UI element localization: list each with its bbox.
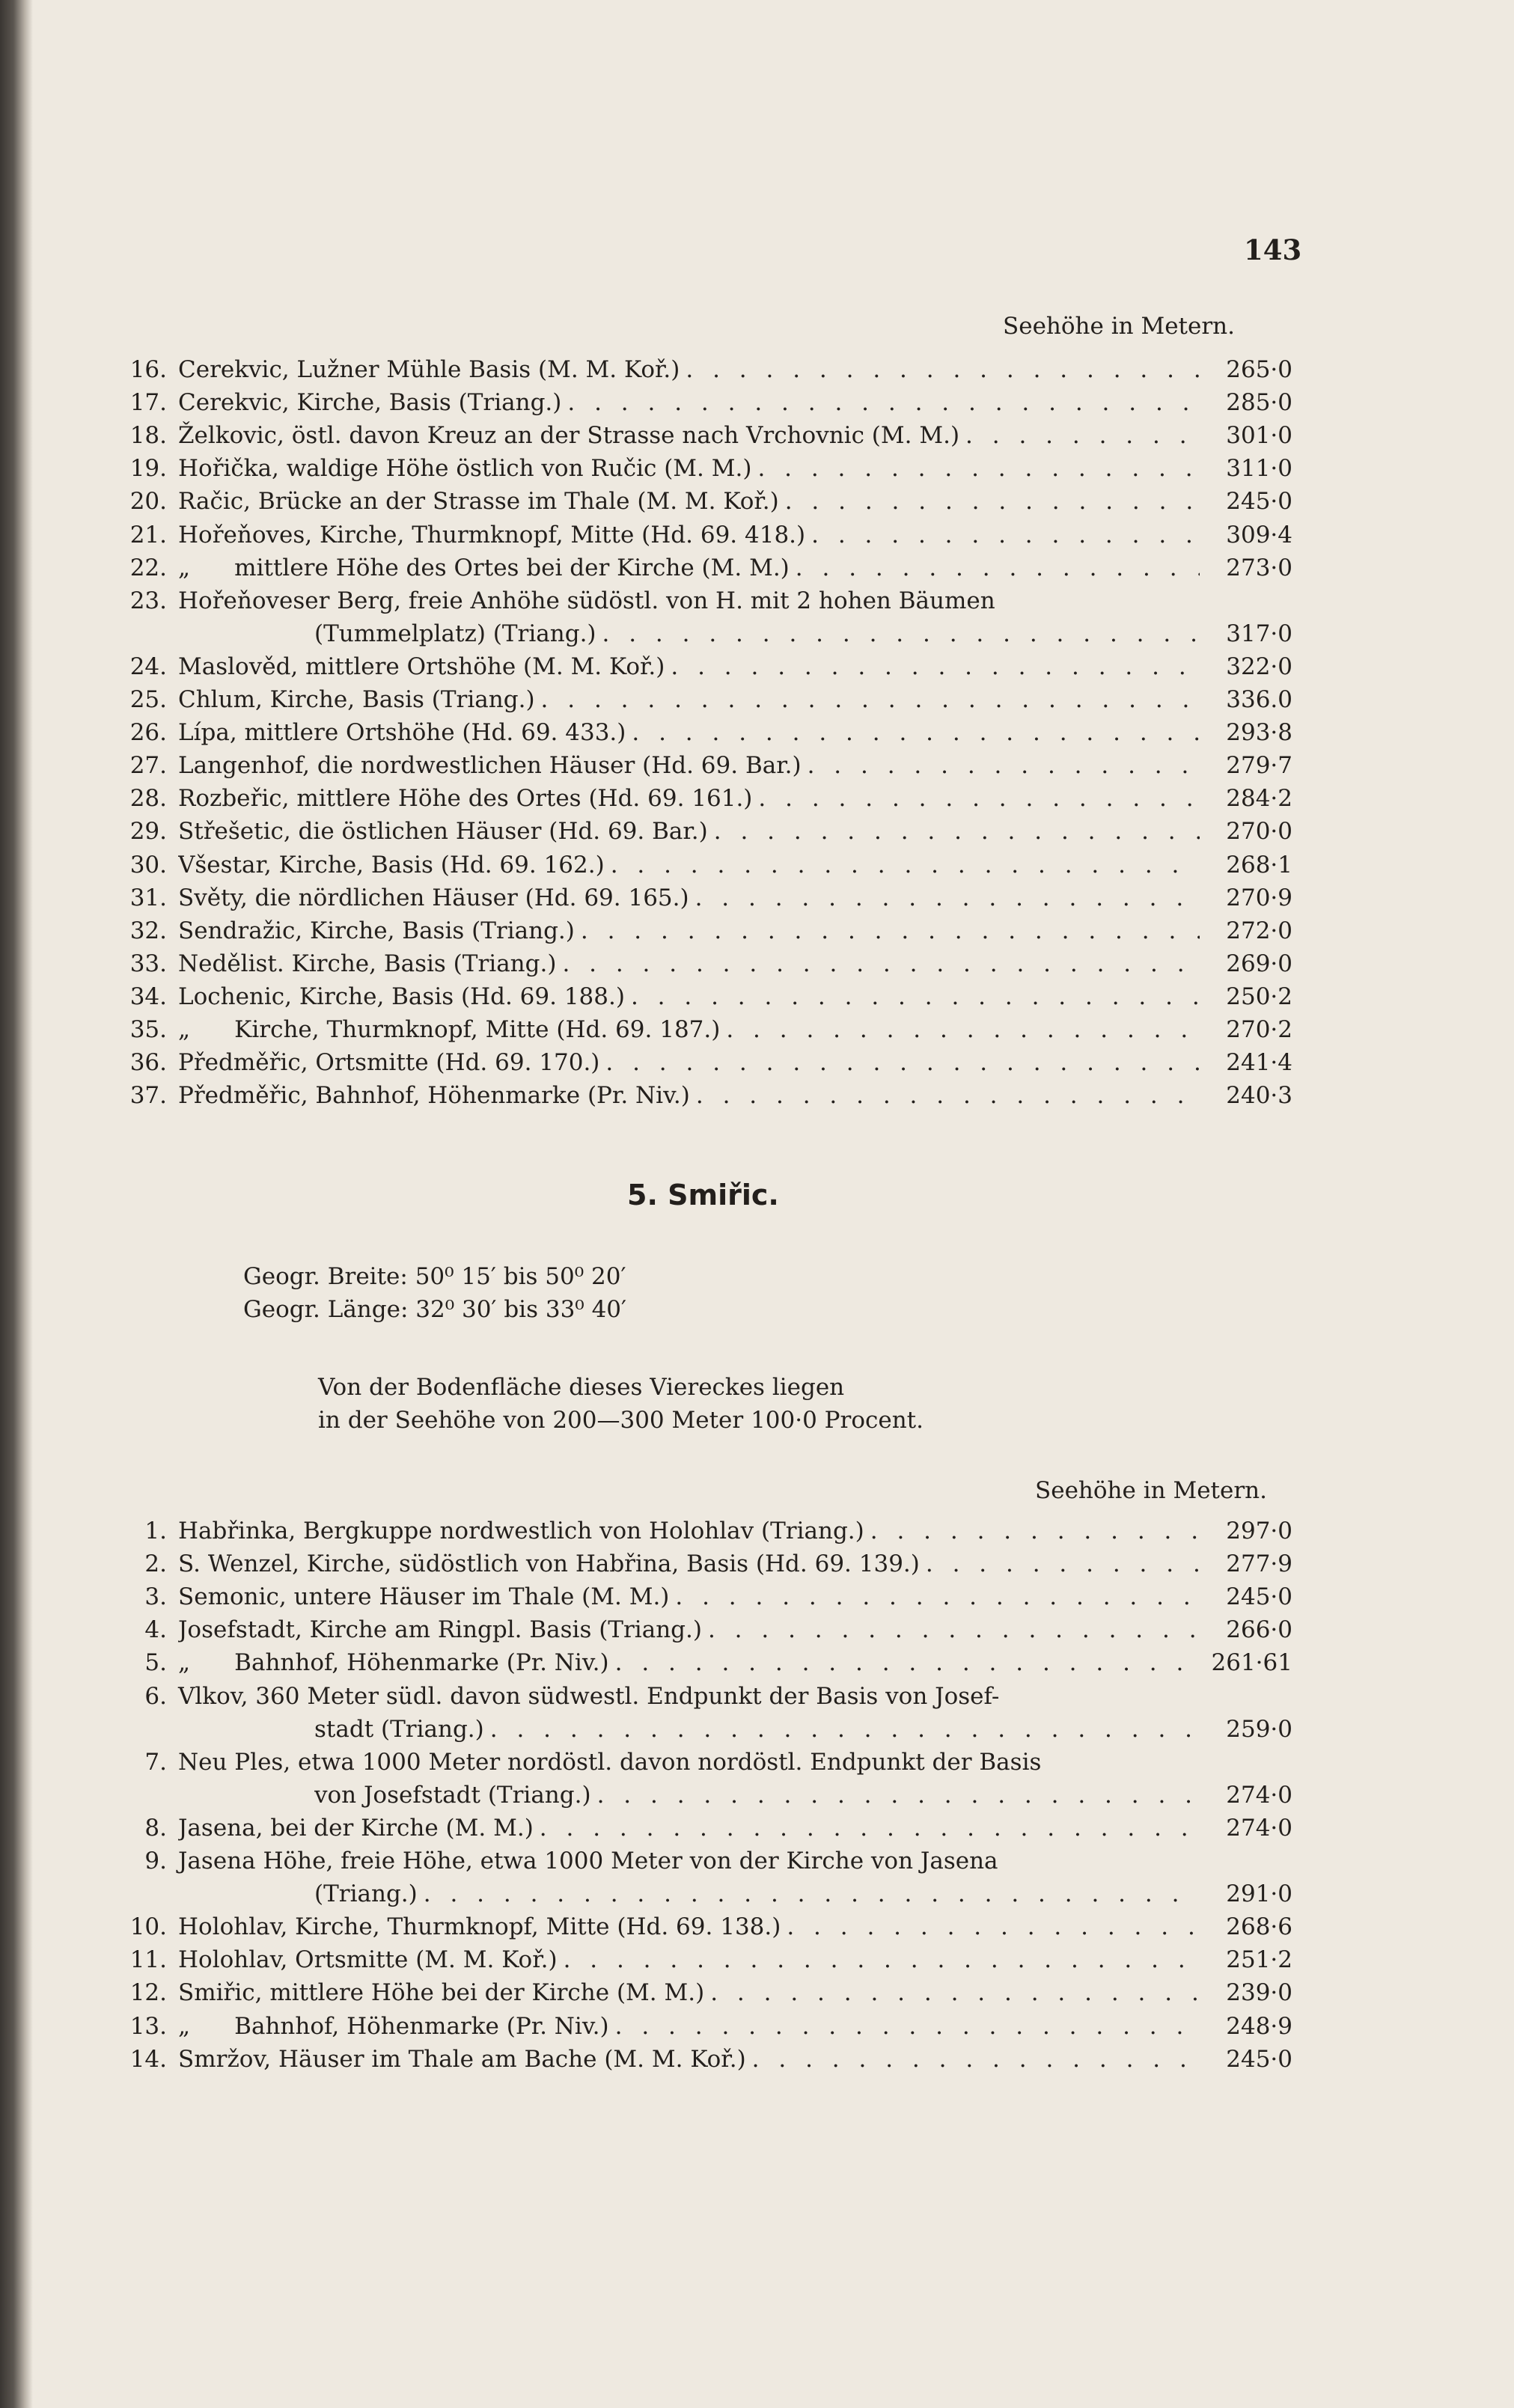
entry-line	[314, 1713, 1292, 1746]
dot-leaders	[418, 1877, 1200, 1910]
table-row	[0, 815, 1514, 848]
entry-number: 3.	[144, 1583, 167, 1611]
elevation-value: 245·0	[1226, 488, 1292, 516]
dot-leaders	[626, 716, 1200, 749]
elevation-value: 248·9	[1226, 2012, 1292, 2040]
elevation-value: 285·0	[1226, 389, 1292, 417]
table-row	[0, 519, 1514, 551]
table-row	[0, 1812, 1514, 1845]
entry-description: Semonic, untere Häuser im Thale (M. M.)	[178, 1583, 670, 1611]
entry-line	[178, 2043, 1292, 2076]
table-row	[0, 1515, 1514, 1547]
entry-number: 34.	[129, 983, 167, 1010]
elevation-value: 265·0	[1226, 356, 1292, 383]
entry-line	[178, 452, 1292, 485]
elevation-value: 270·0	[1226, 818, 1292, 846]
table-row	[0, 683, 1514, 716]
entry-number: 19.	[129, 455, 167, 483]
dot-leaders	[535, 683, 1200, 716]
table-row	[0, 1613, 1514, 1646]
elevation-value: 273·0	[1226, 554, 1292, 581]
entry-number: 17.	[129, 389, 167, 417]
table-row	[0, 386, 1514, 419]
table-row	[0, 1976, 1514, 2009]
entry-description: „ Bahnhof, Höhenmarke (Pr. Niv.)	[178, 2012, 609, 2040]
entry-number: 9.	[144, 1848, 167, 1874]
table-row	[0, 2043, 1514, 2076]
entry-number: 11.	[129, 1946, 167, 1974]
entry-number: 21.	[129, 521, 167, 548]
dot-leaders	[561, 386, 1200, 419]
dot-leaders	[665, 650, 1200, 683]
table-row	[0, 1746, 1514, 1809]
entry-number: 33.	[129, 950, 167, 977]
dot-leaders	[596, 617, 1200, 650]
table-row	[0, 1547, 1514, 1580]
dot-leaders	[534, 1812, 1200, 1845]
entry-line	[178, 353, 1292, 386]
dot-leaders	[591, 1779, 1200, 1812]
entry-number: 8.	[144, 1814, 167, 1842]
entry-description: Smržov, Häuser im Thale am Bache (M. M. Koř.)	[178, 2045, 746, 2073]
elevation-value: 241·4	[1226, 1049, 1292, 1077]
elevation-value: 272·0	[1226, 917, 1292, 944]
entry-number: 35.	[129, 1016, 167, 1043]
entry-number: 18.	[129, 422, 167, 450]
table-row	[0, 650, 1514, 683]
elevation-value: 317·0	[1226, 620, 1292, 647]
table-row	[0, 782, 1514, 815]
entry-line	[314, 617, 1292, 650]
entry-line	[178, 1547, 1292, 1580]
entry-description: Lochenic, Kirche, Basis (Hd. 69. 188.)	[178, 983, 625, 1010]
entry-number: 26.	[129, 719, 167, 747]
entry-line	[178, 419, 1292, 452]
table-row	[0, 914, 1514, 947]
entry-line	[178, 1976, 1292, 2009]
entry-description: Chlum, Kirche, Basis (Triang.)	[178, 686, 535, 713]
entry-line	[178, 914, 1292, 947]
entry-description: Všestar, Kirche, Basis (Hd. 69. 162.)	[178, 851, 605, 878]
entry-description: Předměřic, Bahnhof, Höhenmarke (Pr. Niv.)	[178, 1082, 690, 1110]
entry-number: 1.	[144, 1518, 167, 1544]
table-row	[0, 947, 1514, 980]
geo-longitude: Geogr. Länge: 32⁰ 30′ bis 33⁰ 40′	[243, 1296, 627, 1323]
table-row	[0, 849, 1514, 881]
elevation-value: 270·9	[1226, 884, 1292, 911]
entry-number: 22.	[129, 554, 167, 581]
elevation-value: 245·0	[1226, 2045, 1292, 2073]
elevation-value: 250·2	[1226, 983, 1292, 1010]
entry-description: Holohlav, Kirche, Thurmknopf, Mitte (Hd. 69. 138.)	[178, 1913, 781, 1941]
dot-leaders	[802, 749, 1200, 782]
entry-number: 25.	[129, 686, 167, 713]
entry-number: 12.	[129, 1979, 167, 2007]
entry-line	[178, 2010, 1292, 2043]
entry-description: Střešetic, die östlichen Häuser (Hd. 69. Bar.)	[178, 818, 708, 846]
entry-description: Holohlav, Ortsmitte (M. M. Koř.)	[178, 1946, 558, 1974]
entry-number: 30.	[129, 851, 167, 878]
elevation-value: 270·2	[1226, 1016, 1292, 1043]
table-row	[0, 1079, 1514, 1112]
table-row	[0, 980, 1514, 1013]
entry-description: Lípa, mittlere Ortshöhe (Hd. 69. 433.)	[178, 719, 626, 747]
elevation-value: 277·9	[1226, 1550, 1292, 1578]
entry-number: 10.	[129, 1913, 167, 1941]
entry-description: Smiřic, mittlere Höhe bei der Kirche (M. M.)	[178, 1979, 705, 2007]
entry-description: Račic, Brücke an der Strasse im Thale (M. M. Koř.)	[178, 488, 779, 516]
dot-leaders	[704, 1976, 1200, 2009]
entry-line	[178, 1646, 1292, 1679]
dot-leaders	[790, 551, 1200, 584]
elevation-value: 336.0	[1226, 686, 1292, 713]
entry-description-line: Vlkov, 360 Meter südl. davon südwestl. Endpunkt der Basis von Josef-	[178, 1682, 1000, 1710]
entry-description: Jasena, bei der Kirche (M. M.)	[178, 1814, 534, 1842]
entry-line	[178, 683, 1292, 716]
entry-line	[178, 1910, 1292, 1943]
entry-line	[178, 849, 1292, 881]
elevation-value: 269·0	[1226, 950, 1292, 977]
table-row	[0, 1910, 1514, 1943]
dot-leaders	[484, 1713, 1200, 1746]
table-row	[0, 881, 1514, 914]
entry-line	[178, 519, 1292, 551]
elevation-value: 274·0	[1226, 1781, 1292, 1809]
entry-description: „ Bahnhof, Höhenmarke (Pr. Niv.)	[178, 1649, 609, 1677]
table-row	[0, 2010, 1514, 2043]
dot-leaders	[781, 1910, 1200, 1943]
elevation-value: 284·2	[1226, 785, 1292, 813]
area-note-line-1: Von der Bodenfläche dieses Viereckes liegen	[318, 1374, 845, 1401]
dot-leaders	[689, 881, 1200, 914]
table-row	[0, 1646, 1514, 1679]
entry-line	[178, 1943, 1292, 1976]
column-header-elevation: Seehöhe in Metern.	[1003, 313, 1235, 340]
table-row	[0, 1580, 1514, 1613]
entry-description: Maslověd, mittlere Ortshöhe (M. M. Koř.)	[178, 653, 665, 680]
entry-description: Hořeňoves, Kirche, Thurmknopf, Mitte (Hd. 69. 418.)	[178, 521, 806, 548]
entry-description: Cerekvic, Kirche, Basis (Triang.)	[178, 389, 562, 417]
elevation-value: 268·1	[1226, 851, 1292, 878]
elevation-value: 261·61	[1211, 1649, 1292, 1677]
elevation-value: 251·2	[1226, 1946, 1292, 1974]
elevation-value: 266·0	[1226, 1616, 1292, 1644]
dot-leaders	[751, 452, 1200, 485]
dot-leaders	[864, 1515, 1200, 1547]
entry-number: 16.	[129, 356, 167, 383]
table-row	[0, 1943, 1514, 1976]
table-row	[0, 1680, 1514, 1743]
elevation-value: 274·0	[1226, 1814, 1292, 1842]
dot-leaders	[805, 519, 1200, 551]
elevation-value: 309·4	[1226, 521, 1292, 548]
elevation-value: 291·0	[1226, 1880, 1292, 1908]
elevation-value: 297·0	[1226, 1518, 1292, 1544]
entry-number: 4.	[144, 1616, 167, 1644]
entry-number: 32.	[129, 917, 167, 944]
dot-leaders	[746, 2043, 1200, 2076]
dot-leaders	[702, 1613, 1200, 1646]
entry-line	[178, 1079, 1292, 1112]
entry-line	[178, 1515, 1292, 1547]
elevation-value: 259·0	[1226, 1715, 1292, 1743]
entry-number: 6.	[144, 1682, 167, 1710]
entry-number: 2.	[144, 1550, 167, 1578]
dot-leaders	[920, 1547, 1200, 1580]
entry-line	[178, 1013, 1292, 1046]
entry-line	[178, 1613, 1292, 1646]
entry-description: Habřinka, Bergkuppe nordwestlich von Holohlav (Triang.)	[178, 1518, 864, 1544]
entry-description: S. Wenzel, Kirche, südöstlich von Habřina, Basis (Hd. 69. 139.)	[178, 1550, 920, 1578]
table-row	[0, 716, 1514, 749]
table-row	[0, 1046, 1514, 1079]
entry-line	[178, 1812, 1292, 1845]
entry-description: Předměřic, Ortsmitte (Hd. 69. 170.)	[178, 1049, 600, 1077]
entry-number: 28.	[129, 785, 167, 813]
entry-description: von Josefstadt (Triang.)	[314, 1781, 591, 1809]
entry-line	[314, 1779, 1292, 1812]
entry-line	[178, 551, 1292, 584]
entry-description: Rozbeřic, mittlere Höhe des Ortes (Hd. 69. 161.)	[178, 785, 753, 813]
table-row	[0, 1013, 1514, 1046]
entry-description: (Triang.)	[314, 1880, 418, 1908]
elevation-value: 311·0	[1226, 455, 1292, 483]
entry-description-line: Neu Ples, etwa 1000 Meter nordöstl. davon nordöstl. Endpunkt der Basis	[178, 1748, 1042, 1776]
page-number: 143	[1244, 233, 1302, 266]
dot-leaders	[575, 914, 1200, 947]
entry-description: „ mittlere Höhe des Ortes bei der Kirche (M. M.)	[178, 554, 790, 581]
table-row	[0, 551, 1514, 584]
elevation-value: 279·7	[1226, 752, 1292, 780]
area-note-line-2: in der Seehöhe von 200—300 Meter 100·0 Procent.	[318, 1407, 924, 1434]
entry-description: Cerekvic, Lužner Mühle Basis (M. M. Koř.)	[178, 356, 680, 383]
entry-line	[178, 1046, 1292, 1079]
dot-leaders	[690, 1079, 1200, 1112]
entry-number: 20.	[129, 488, 167, 516]
entry-number: 5.	[144, 1649, 167, 1677]
entry-line	[178, 386, 1292, 419]
dot-leaders	[558, 1943, 1200, 1976]
elevation-value: 293·8	[1226, 719, 1292, 747]
section-title: 5. Smiřic.	[627, 1179, 779, 1211]
entry-line	[178, 815, 1292, 848]
entry-description: Sendražic, Kirche, Basis (Triang.)	[178, 917, 575, 944]
dot-leaders	[708, 815, 1200, 848]
dot-leaders	[680, 353, 1200, 386]
entry-line	[178, 650, 1292, 683]
entry-line	[314, 1877, 1292, 1910]
entry-number: 29.	[129, 818, 167, 846]
entry-description: Světy, die nördlichen Häuser (Hd. 69. 165.)	[178, 884, 689, 911]
entry-description: Langenhof, die nordwestlichen Häuser (Hd. 69. Bar.)	[178, 752, 802, 780]
geo-latitude: Geogr. Breite: 50⁰ 15′ bis 50⁰ 20′	[243, 1263, 626, 1290]
entry-line	[178, 980, 1292, 1013]
elevation-value: 322·0	[1226, 653, 1292, 680]
entry-description: Josefstadt, Kirche am Ringpl. Basis (Triang.)	[178, 1616, 702, 1644]
entry-number: 13.	[129, 2012, 167, 2040]
dot-leaders	[599, 1046, 1200, 1079]
entry-description: Nedělist. Kirche, Basis (Triang.)	[178, 950, 557, 977]
entry-line	[178, 749, 1292, 782]
entry-number: 14.	[129, 2045, 167, 2073]
entry-description: „ Kirche, Thurmknopf, Mitte (Hd. 69. 187.)	[178, 1016, 721, 1043]
table-row	[0, 584, 1514, 647]
table-row	[0, 749, 1514, 782]
entry-line	[178, 881, 1292, 914]
table-row	[0, 485, 1514, 518]
dot-leaders	[752, 782, 1200, 815]
dot-leaders	[605, 849, 1200, 881]
entry-number: 36.	[129, 1049, 167, 1077]
dot-leaders	[609, 2010, 1200, 2043]
entry-line	[178, 1580, 1292, 1613]
dot-leaders	[959, 419, 1200, 452]
table-row	[0, 452, 1514, 485]
elevation-value: 268·6	[1226, 1913, 1292, 1941]
elevation-value: 245·0	[1226, 1583, 1292, 1611]
entry-description: (Tummelplatz) (Triang.)	[314, 620, 596, 647]
table-row	[0, 1845, 1514, 1908]
dot-leaders	[720, 1013, 1200, 1046]
entry-description-line: Jasena Höhe, freie Höhe, etwa 1000 Meter von der Kirche von Jasena	[178, 1848, 998, 1874]
entry-number: 37.	[129, 1082, 167, 1110]
entry-line	[178, 716, 1292, 749]
entry-line	[178, 947, 1292, 980]
dot-leaders	[625, 980, 1200, 1013]
entry-description: Želkovic, östl. davon Kreuz an der Strasse nach Vrchovnic (M. M.)	[178, 422, 960, 450]
elevation-value: 239·0	[1226, 1979, 1292, 2007]
dot-leaders	[609, 1646, 1200, 1679]
elevation-value: 301·0	[1226, 422, 1292, 450]
dot-leaders	[669, 1580, 1200, 1613]
entry-number: 23.	[129, 587, 167, 614]
entry-line	[178, 485, 1292, 518]
entry-description: stadt (Triang.)	[314, 1715, 484, 1743]
dot-leaders	[779, 485, 1200, 518]
entry-description: Hořička, waldige Höhe östlich von Ručic (M. M.)	[178, 455, 752, 483]
table-row	[0, 419, 1514, 452]
entry-number: 27.	[129, 752, 167, 780]
entry-number: 7.	[144, 1748, 167, 1776]
elevation-value: 240·3	[1226, 1082, 1292, 1110]
entry-description-line: Hořeňoveser Berg, freie Anhöhe südöstl. von H. mit 2 hohen Bäumen	[178, 587, 995, 614]
entry-number: 24.	[129, 653, 167, 680]
column-header-elevation-2: Seehöhe in Metern.	[1035, 1477, 1267, 1504]
entry-number: 31.	[129, 884, 167, 911]
dot-leaders	[556, 947, 1200, 980]
entry-line	[178, 782, 1292, 815]
table-row	[0, 353, 1514, 386]
